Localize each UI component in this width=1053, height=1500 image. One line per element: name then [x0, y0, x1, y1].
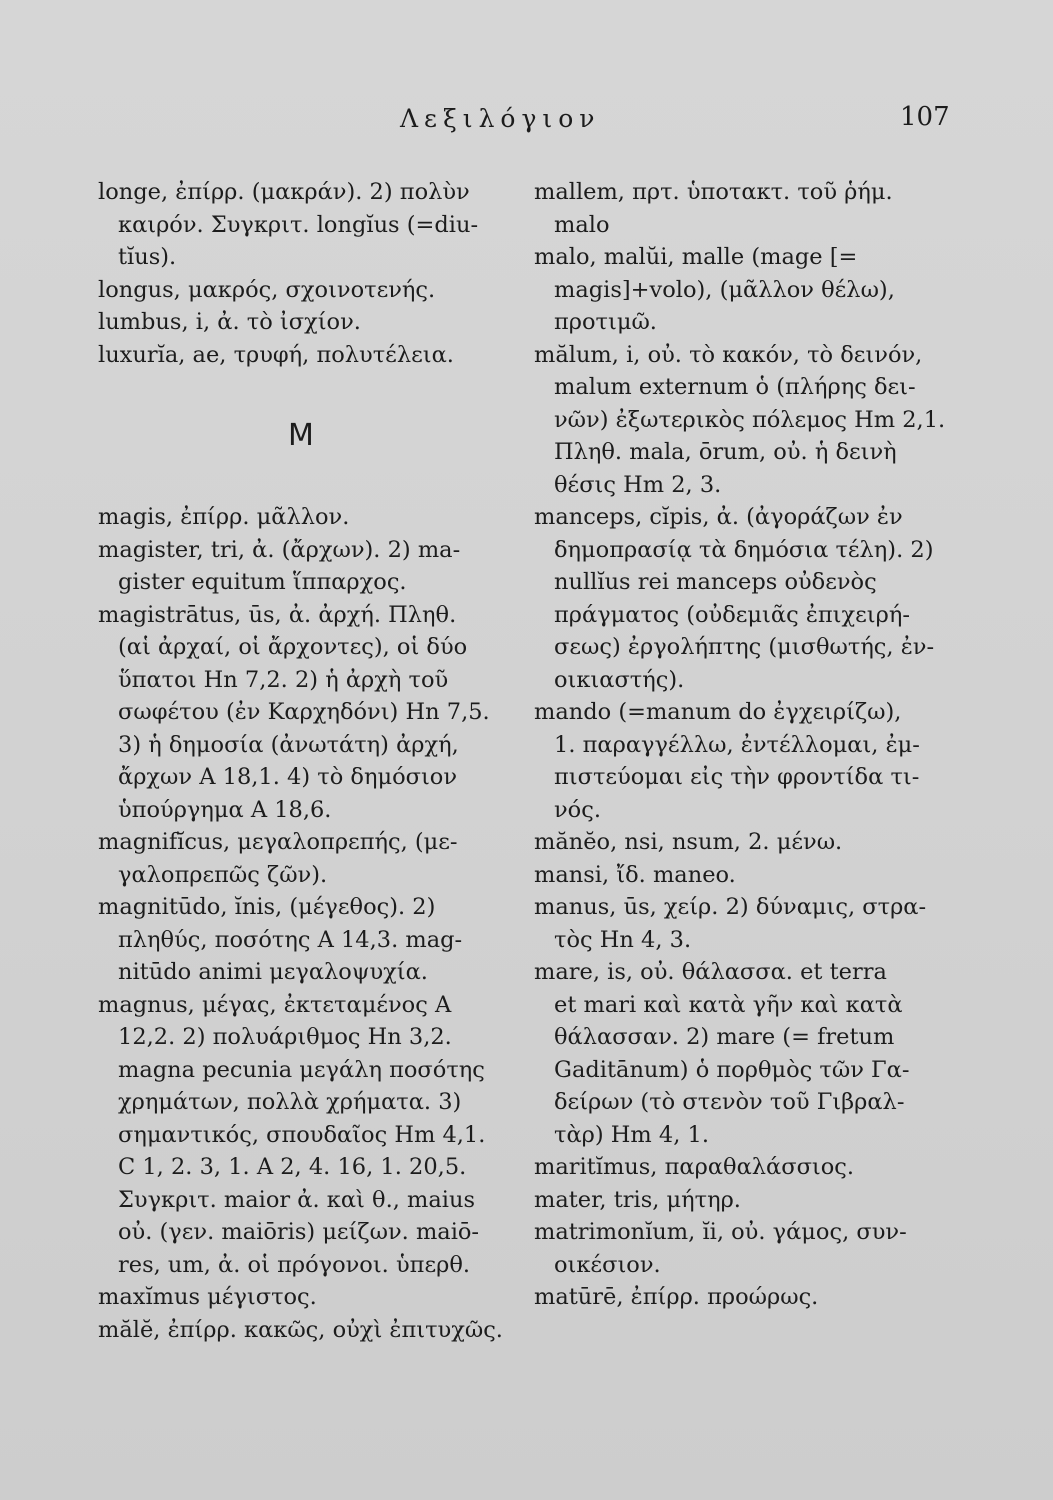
page-number: 107 — [900, 102, 950, 132]
entry-line: πράγματος (οὐδεμιᾶς ἐπιχειρή- — [554, 601, 910, 628]
entry-line: tĭus). — [118, 244, 177, 270]
entry-line: ὑπούργημα A 18,6. — [118, 796, 332, 823]
entry-line: matrimonĭum, ĭi, οὐ. γάμος, συν- — [534, 1219, 907, 1245]
entry-line: δείρων (τὸ στενὸν τοῦ Γιβραλ- — [554, 1089, 905, 1115]
entry-line: Πληθ. mala, ōrum, οὐ. ἡ δεινὴ — [554, 439, 897, 465]
entry-line: Gaditānum) ὁ πορθμὸς τῶν Γα- — [554, 1056, 910, 1083]
entry-line: magis]+volo), (μᾶλλον θέλω), — [554, 276, 895, 303]
entry-line: πιστεύομαι εἰς τὴν φροντίδα τι- — [554, 764, 920, 790]
entry-line: δημοπρασίᾳ τὰ δημόσια τέλη). 2) — [554, 536, 934, 563]
entry-line: πληθύς, ποσότης A 14,3. mag- — [118, 926, 463, 953]
entry-line: 12,2. 2) πολυάριθμος Hn 3,2. — [118, 1024, 452, 1050]
entry-line: maxĭmus μέγιστος. — [98, 1284, 317, 1310]
entry-line: gister equitum ἵππαρχος. — [118, 569, 407, 595]
entry-line: mălum, i, οὐ. τὸ κακόν, τὸ δεινόν, — [534, 341, 923, 368]
entry-line: malo — [554, 211, 610, 238]
entry-line: mallem, πρτ. ὑποτακτ. τοῦ ῥήμ. — [534, 179, 893, 205]
entry-line: malo, malŭi, malle (mage [= — [534, 244, 858, 270]
entry-line: manus, ūs, χείρ. 2) δύναμις, στρα- — [534, 894, 927, 920]
left-entries-b — [98, 501, 518, 1346]
entry-line: σεως) ἐργολήπτης (μισθωτής, ἐν- — [554, 634, 935, 660]
entry-line: Συγκριτ. maior ἀ. καὶ θ., maius — [118, 1186, 476, 1213]
entry-line: οὐ. (γεν. maiōris) μείζων. maiō- — [118, 1219, 480, 1245]
entry-line: nitūdo animi μεγαλοψυχία. — [118, 959, 428, 985]
entry-line: τὸς Hn 4, 3. — [554, 926, 692, 953]
entry-line: lumbus, i, ἀ. τὸ ἰσχίον. — [98, 309, 361, 335]
entry-line: longe, ἐπίρρ. (μακράν). 2) πολὺν — [98, 179, 470, 205]
entry-line: σημαντικός, σπουδαῖος Hm 4,1. — [118, 1121, 486, 1148]
section-letter: M — [288, 418, 314, 453]
entry-line: mater, tris, μήτηρ. — [534, 1186, 741, 1213]
entry-line: ἄρχων A 18,1. 4) τὸ δημόσιον — [118, 764, 458, 790]
entry-line: magnitūdo, ĭnis, (μέγεθος). 2) — [98, 894, 436, 920]
entry-line: νός. — [554, 796, 601, 823]
entry-line: 1. παραγγέλλω, ἐντέλλομαι, ἐμ- — [554, 731, 920, 758]
entry-line: καιρόν. Συγκριτ. longĭus (=diu- — [118, 211, 479, 238]
running-head-title: Λεξιλόγιον — [400, 104, 601, 133]
entry-line: mare, is, οὐ. θάλασσα. et terra — [534, 959, 887, 985]
entry-line: χρημάτων, πολλὰ χρήματα. 3) — [118, 1089, 462, 1115]
entry-line: res, um, ἀ. οἱ πρόγονοι. ὑπερθ. — [118, 1251, 471, 1278]
entry-line: προτιμῶ. — [554, 309, 657, 335]
left-column — [98, 176, 518, 1346]
entry-line: οικιαστής). — [554, 666, 685, 693]
right-entries — [534, 176, 954, 1314]
entry-line: (αἱ ἀρχαί, οἱ ἄρχοντες), οἱ δύο — [118, 634, 468, 660]
entry-line: magnus, μέγας, ἐκτεταμένος A — [98, 991, 452, 1018]
entry-line: magnifĭcus, μεγαλοπρεπής, (με- — [98, 829, 458, 855]
entry-line: manceps, cĭpis, ἀ. (ἀγοράζων ἐν — [534, 504, 903, 530]
entry-line: maritĭmus, παραθαλάσσιος. — [534, 1154, 855, 1180]
entry-line: mansi, ἴδ. maneo. — [534, 861, 736, 888]
entry-line: οικέσιον. — [554, 1251, 661, 1278]
entry-line: magistrātus, ūs, ἀ. ἀρχή. Πληθ. — [98, 601, 457, 628]
entry-line: θάλασσαν. 2) mare (= fretum — [554, 1024, 895, 1050]
entry-line: magis, ἐπίρρ. μᾶλλον. — [98, 504, 350, 530]
entry-line: mando (=manum do ἐγχειρίζω), — [534, 699, 902, 725]
entry-line: νῶν) ἐξωτερικὸς πόλεμος Hm 2,1. — [554, 406, 946, 433]
entry-line: ὕπατοι Hn 7,2. 2) ἡ ἀρχὴ τοῦ — [118, 666, 449, 693]
entry-line: C 1, 2. 3, 1. A 2, 4. 16, 1. 20,5. — [118, 1154, 467, 1180]
entry-line: θέσις Hm 2, 3. — [554, 471, 722, 498]
entry-line: luxurĭa, ae, τρυφή, πολυτέλεια. — [98, 341, 454, 368]
entry-line: matūrē, ἐπίρρ. προώρως. — [534, 1284, 819, 1310]
entry-line: γαλοπρεπῶς ζῶν). — [118, 861, 328, 888]
entry-line: 3) ἡ δημοσία (ἀνωτάτη) ἀρχή, — [118, 731, 459, 758]
entry-line: mănĕo, nsi, nsum, 2. μένω. — [534, 829, 843, 855]
entry-line: mălĕ, ἐπίρρ. κακῶς, οὐχὶ ἐπιτυχῶς. — [98, 1316, 503, 1343]
entry-line: et mari καὶ κατὰ γῆν καὶ κατὰ — [554, 991, 903, 1018]
entry-line: nullĭus rei manceps οὐδενὸς — [554, 569, 877, 595]
entry-line: longus, μακρός, σχοινοτενής. — [98, 276, 436, 303]
entry-line: τὰρ) Hm 4, 1. — [554, 1121, 709, 1148]
entry-line: magna pecunia μεγάλη ποσότης — [118, 1056, 485, 1083]
entry-line: malum externum ὁ (πλήρης δει- — [554, 374, 916, 400]
entry-line: magister, tri, ἀ. (ἄρχων). 2) ma- — [98, 536, 461, 563]
entry-line: σωφέτου (ἐν Καρχηδόνι) Hn 7,5. — [118, 699, 490, 725]
left-entries-a — [98, 176, 518, 371]
right-column — [534, 176, 954, 1314]
